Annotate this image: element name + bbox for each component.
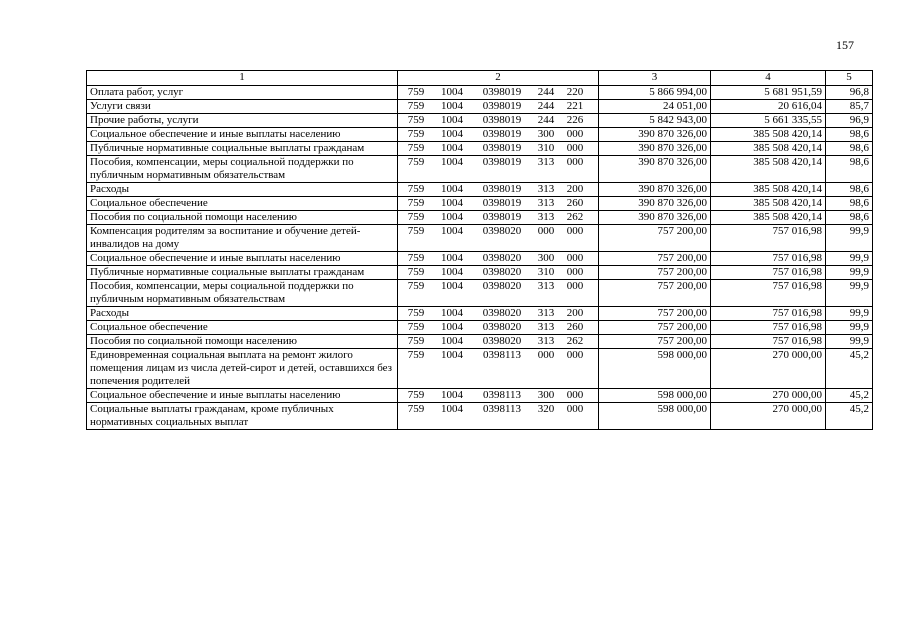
row-name: Единовременная социальная выплата на ремонт жилого помещения лицам из числа детей-сирот и детей, оставшихся без попечения родителей <box>87 349 398 389</box>
header-col-3: 3 <box>599 71 711 86</box>
code-group <box>401 349 595 362</box>
code-target: 0398020 <box>482 266 522 278</box>
code-admin: 759 <box>407 114 425 126</box>
row-percent: 45,2 <box>826 403 873 430</box>
table-row <box>87 321 873 335</box>
row-executed-amount: 757 016,98 <box>711 266 826 280</box>
row-codes <box>398 252 599 266</box>
row-name: Расходы <box>87 307 398 321</box>
row-percent: 98,6 <box>826 211 873 225</box>
code-expense-type: 313 <box>537 197 555 209</box>
row-percent: 96,9 <box>826 114 873 128</box>
row-executed-amount: 385 508 420,14 <box>711 211 826 225</box>
row-name: Компенсация родителям за воспитание и обучение детей-инвалидов на дому <box>87 225 398 252</box>
code-kosgu: 000 <box>566 266 584 278</box>
row-percent: 98,6 <box>826 183 873 197</box>
code-expense-type: 313 <box>537 156 555 168</box>
code-expense-type: 300 <box>537 389 555 401</box>
header-col-5: 5 <box>826 71 873 86</box>
row-percent: 99,9 <box>826 321 873 335</box>
row-name: Услуги связи <box>87 100 398 114</box>
row-percent: 45,2 <box>826 389 873 403</box>
row-codes <box>398 349 599 389</box>
row-codes <box>398 114 599 128</box>
code-section: 1004 <box>441 389 463 401</box>
row-planned-amount: 5 842 943,00 <box>599 114 711 128</box>
table-row <box>87 86 873 100</box>
code-group <box>401 307 595 320</box>
code-target: 0398019 <box>482 197 522 209</box>
code-admin: 759 <box>407 266 425 278</box>
row-planned-amount: 390 870 326,00 <box>599 183 711 197</box>
code-admin: 759 <box>407 156 425 168</box>
row-codes <box>398 100 599 114</box>
table-row <box>87 128 873 142</box>
code-target: 0398020 <box>482 321 522 333</box>
code-section: 1004 <box>441 252 463 264</box>
row-name: Публичные нормативные социальные выплаты гражданам <box>87 142 398 156</box>
table-row <box>87 335 873 349</box>
code-kosgu: 200 <box>566 183 584 195</box>
row-executed-amount: 270 000,00 <box>711 389 826 403</box>
budget-table <box>86 70 873 430</box>
code-admin: 759 <box>407 389 425 401</box>
code-group <box>401 197 595 210</box>
row-planned-amount: 757 200,00 <box>599 280 711 307</box>
code-section: 1004 <box>441 211 463 223</box>
row-percent: 99,9 <box>826 280 873 307</box>
code-target: 0398019 <box>482 211 522 223</box>
code-section: 1004 <box>441 403 463 415</box>
row-planned-amount: 598 000,00 <box>599 389 711 403</box>
code-expense-type: 000 <box>537 349 555 361</box>
code-admin: 759 <box>407 403 425 415</box>
code-admin: 759 <box>407 225 425 237</box>
code-target: 0398113 <box>482 349 522 361</box>
row-planned-amount: 757 200,00 <box>599 307 711 321</box>
table-row <box>87 211 873 225</box>
row-codes <box>398 183 599 197</box>
code-section: 1004 <box>441 156 463 168</box>
row-name: Пособия, компенсации, меры социальной поддержки по публичным нормативным обязательствам <box>87 280 398 307</box>
code-expense-type: 313 <box>537 280 555 292</box>
code-kosgu: 262 <box>566 211 584 223</box>
table-row <box>87 389 873 403</box>
code-expense-type: 244 <box>537 114 555 126</box>
code-admin: 759 <box>407 142 425 154</box>
code-expense-type: 313 <box>537 335 555 347</box>
code-target: 0398113 <box>482 389 522 401</box>
row-planned-amount: 598 000,00 <box>599 349 711 389</box>
row-planned-amount: 390 870 326,00 <box>599 142 711 156</box>
code-expense-type: 320 <box>537 403 555 415</box>
code-section: 1004 <box>441 321 463 333</box>
code-kosgu: 260 <box>566 197 584 209</box>
row-planned-amount: 757 200,00 <box>599 252 711 266</box>
page-number: 157 <box>836 38 854 52</box>
row-planned-amount: 390 870 326,00 <box>599 197 711 211</box>
code-kosgu: 221 <box>566 100 584 112</box>
row-planned-amount: 390 870 326,00 <box>599 156 711 183</box>
code-group <box>401 128 595 141</box>
code-section: 1004 <box>441 307 463 319</box>
row-executed-amount: 757 016,98 <box>711 335 826 349</box>
code-group <box>401 183 595 196</box>
row-executed-amount: 757 016,98 <box>711 252 826 266</box>
code-target: 0398019 <box>482 142 522 154</box>
code-section: 1004 <box>441 183 463 195</box>
row-planned-amount: 757 200,00 <box>599 225 711 252</box>
row-name: Пособия по социальной помощи населению <box>87 211 398 225</box>
header-col-2: 2 <box>398 71 599 86</box>
row-percent: 45,2 <box>826 349 873 389</box>
row-percent: 99,9 <box>826 335 873 349</box>
row-name: Социальное обеспечение и иные выплаты населению <box>87 389 398 403</box>
table-row <box>87 100 873 114</box>
code-kosgu: 000 <box>566 403 584 415</box>
header-col-4: 4 <box>711 71 826 86</box>
code-group <box>401 114 595 127</box>
code-expense-type: 000 <box>537 225 555 237</box>
row-name: Пособия по социальной помощи населению <box>87 335 398 349</box>
code-section: 1004 <box>441 86 463 98</box>
code-section: 1004 <box>441 114 463 126</box>
code-admin: 759 <box>407 321 425 333</box>
row-percent: 98,6 <box>826 156 873 183</box>
code-section: 1004 <box>441 142 463 154</box>
code-target: 0398020 <box>482 307 522 319</box>
row-codes <box>398 156 599 183</box>
row-name: Социальное обеспечение <box>87 197 398 211</box>
code-kosgu: 000 <box>566 349 584 361</box>
row-codes <box>398 307 599 321</box>
code-admin: 759 <box>407 307 425 319</box>
table-header <box>87 71 873 86</box>
table-body <box>87 86 873 430</box>
code-kosgu: 000 <box>566 280 584 292</box>
table-row <box>87 349 873 389</box>
row-executed-amount: 270 000,00 <box>711 349 826 389</box>
code-target: 0398019 <box>482 128 522 140</box>
code-admin: 759 <box>407 86 425 98</box>
row-codes <box>398 128 599 142</box>
table-row <box>87 307 873 321</box>
row-percent: 99,9 <box>826 225 873 252</box>
table-row <box>87 266 873 280</box>
code-section: 1004 <box>441 128 463 140</box>
row-codes <box>398 280 599 307</box>
code-section: 1004 <box>441 280 463 292</box>
code-kosgu: 226 <box>566 114 584 126</box>
table-row <box>87 197 873 211</box>
row-name: Социальное обеспечение и иные выплаты населению <box>87 252 398 266</box>
row-percent: 99,9 <box>826 252 873 266</box>
code-kosgu: 000 <box>566 389 584 401</box>
row-planned-amount: 390 870 326,00 <box>599 128 711 142</box>
row-planned-amount: 757 200,00 <box>599 321 711 335</box>
code-kosgu: 200 <box>566 307 584 319</box>
code-expense-type: 313 <box>537 321 555 333</box>
row-percent: 85,7 <box>826 100 873 114</box>
row-percent: 99,9 <box>826 307 873 321</box>
row-percent: 98,6 <box>826 142 873 156</box>
row-executed-amount: 385 508 420,14 <box>711 156 826 183</box>
code-section: 1004 <box>441 100 463 112</box>
row-executed-amount: 757 016,98 <box>711 321 826 335</box>
code-target: 0398019 <box>482 114 522 126</box>
code-target: 0398020 <box>482 252 522 264</box>
row-executed-amount: 270 000,00 <box>711 403 826 430</box>
code-group <box>401 335 595 348</box>
code-kosgu: 000 <box>566 252 584 264</box>
code-target: 0398019 <box>482 86 522 98</box>
row-codes <box>398 389 599 403</box>
code-kosgu: 000 <box>566 128 584 140</box>
code-target: 0398020 <box>482 280 522 292</box>
code-kosgu: 000 <box>566 156 584 168</box>
row-codes <box>398 403 599 430</box>
code-section: 1004 <box>441 335 463 347</box>
row-executed-amount: 385 508 420,14 <box>711 183 826 197</box>
code-admin: 759 <box>407 252 425 264</box>
row-planned-amount: 24 051,00 <box>599 100 711 114</box>
code-kosgu: 262 <box>566 335 584 347</box>
code-expense-type: 244 <box>537 86 555 98</box>
row-executed-amount: 20 616,04 <box>711 100 826 114</box>
table-row <box>87 142 873 156</box>
code-group <box>401 389 595 402</box>
row-executed-amount: 757 016,98 <box>711 307 826 321</box>
code-expense-type: 313 <box>537 307 555 319</box>
row-name: Оплата работ, услуг <box>87 86 398 100</box>
table-row <box>87 403 873 430</box>
row-executed-amount: 757 016,98 <box>711 225 826 252</box>
row-name: Прочие работы, услуги <box>87 114 398 128</box>
row-executed-amount: 385 508 420,14 <box>711 142 826 156</box>
code-expense-type: 300 <box>537 128 555 140</box>
code-target: 0398020 <box>482 225 522 237</box>
code-group <box>401 403 595 416</box>
code-target: 0398019 <box>482 100 522 112</box>
code-expense-type: 313 <box>537 183 555 195</box>
code-section: 1004 <box>441 225 463 237</box>
row-planned-amount: 598 000,00 <box>599 403 711 430</box>
row-planned-amount: 757 200,00 <box>599 335 711 349</box>
code-group <box>401 225 595 238</box>
code-group <box>401 142 595 155</box>
code-admin: 759 <box>407 183 425 195</box>
row-planned-amount: 757 200,00 <box>599 266 711 280</box>
row-codes <box>398 266 599 280</box>
row-executed-amount: 757 016,98 <box>711 280 826 307</box>
row-planned-amount: 5 866 994,00 <box>599 86 711 100</box>
table-row <box>87 156 873 183</box>
code-expense-type: 313 <box>537 211 555 223</box>
table-row <box>87 114 873 128</box>
code-group <box>401 156 595 169</box>
row-name: Публичные нормативные социальные выплаты гражданам <box>87 266 398 280</box>
row-codes <box>398 321 599 335</box>
code-section: 1004 <box>441 266 463 278</box>
code-kosgu: 220 <box>566 86 584 98</box>
code-expense-type: 310 <box>537 142 555 154</box>
header-col-1: 1 <box>87 71 398 86</box>
table-row <box>87 183 873 197</box>
code-expense-type: 300 <box>537 252 555 264</box>
table-row <box>87 280 873 307</box>
row-percent: 96,8 <box>826 86 873 100</box>
row-percent: 98,6 <box>826 128 873 142</box>
code-admin: 759 <box>407 100 425 112</box>
row-name: Социальное обеспечение <box>87 321 398 335</box>
row-name: Пособия, компенсации, меры социальной поддержки по публичным нормативным обязательствам <box>87 156 398 183</box>
code-group <box>401 280 595 293</box>
code-group <box>401 100 595 113</box>
row-codes <box>398 86 599 100</box>
code-section: 1004 <box>441 197 463 209</box>
code-group <box>401 252 595 265</box>
row-codes <box>398 335 599 349</box>
code-kosgu: 260 <box>566 321 584 333</box>
row-name: Расходы <box>87 183 398 197</box>
row-name: Социальное обеспечение и иные выплаты населению <box>87 128 398 142</box>
code-target: 0398113 <box>482 403 522 415</box>
code-expense-type: 310 <box>537 266 555 278</box>
code-expense-type: 244 <box>537 100 555 112</box>
row-percent: 99,9 <box>826 266 873 280</box>
code-target: 0398020 <box>482 335 522 347</box>
table-row <box>87 252 873 266</box>
code-admin: 759 <box>407 349 425 361</box>
code-group <box>401 211 595 224</box>
code-admin: 759 <box>407 197 425 209</box>
row-codes <box>398 197 599 211</box>
code-group <box>401 86 595 99</box>
code-admin: 759 <box>407 280 425 292</box>
row-codes <box>398 211 599 225</box>
code-kosgu: 000 <box>566 225 584 237</box>
code-kosgu: 000 <box>566 142 584 154</box>
row-executed-amount: 5 681 951,59 <box>711 86 826 100</box>
code-admin: 759 <box>407 335 425 347</box>
row-name: Социальные выплаты гражданам, кроме публичных нормативных социальных выплат <box>87 403 398 430</box>
row-executed-amount: 385 508 420,14 <box>711 197 826 211</box>
row-executed-amount: 385 508 420,14 <box>711 128 826 142</box>
code-group <box>401 321 595 334</box>
code-admin: 759 <box>407 211 425 223</box>
row-codes <box>398 225 599 252</box>
code-target: 0398019 <box>482 156 522 168</box>
header-row <box>87 71 873 86</box>
row-codes <box>398 142 599 156</box>
row-percent: 98,6 <box>826 197 873 211</box>
row-planned-amount: 390 870 326,00 <box>599 211 711 225</box>
code-section: 1004 <box>441 349 463 361</box>
code-admin: 759 <box>407 128 425 140</box>
row-executed-amount: 5 661 335,55 <box>711 114 826 128</box>
code-group <box>401 266 595 279</box>
code-target: 0398019 <box>482 183 522 195</box>
table-row <box>87 225 873 252</box>
